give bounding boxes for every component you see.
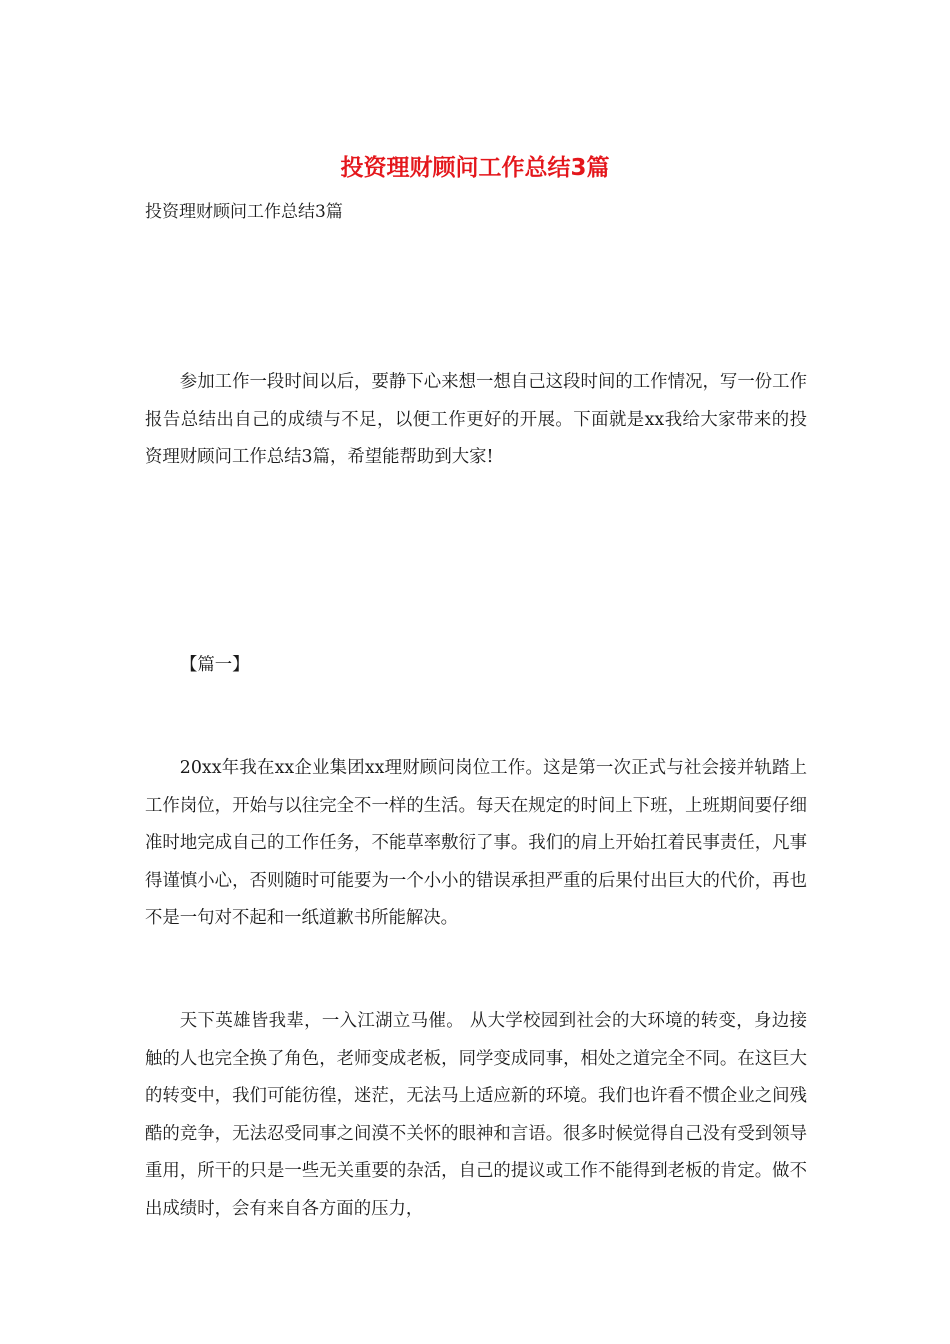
body-paragraph: 天下英雄皆我辈，一入江湖立马催。 从大学校园到社会的大环境的转变，身边接触的人也完全换了角色，老师变成老板，同学变成同事，相处之道完全不同。在这巨大的转变中，我们可能彷徨，迷茫，无法马上适应新的环境。我们也许看不惯企业之间残酷的竞争，无法忍受同事之间漠不关怀的眼神和言语。很多时候觉得自己没有受到领导重用，所干的只是一些无关重要的杂活，自己的提议或工作不能得到老板的肯定。做不出成绩时，会有来自各方面的压力， xyxy=(145,1011,807,1219)
document-title: 投资理财顾问工作总结3篇 xyxy=(340,155,610,181)
section-heading: 【篇一】 xyxy=(180,655,250,675)
intro-paragraph: 参加工作一段时间以后，要静下心来想一想自己这段时间的工作情况，写一份工作报告总结出自己的成绩与不足，以便工作更好的开展。下面就是xx我给大家带来的投资理财顾问工作总结3篇，希望能帮助到大家! xyxy=(145,372,807,468)
body-paragraph: 20xx年我在xx企业集团xx理财顾问岗位工作。这是第一次正式与社会接并轨踏上工作岗位，开始与以往完全不一样的生活。每天在规定的时间上下班，上班期间要仔细准时地完成自己的工作任务，不能草率敷衍了事。我们的肩上开始扛着民事责任，凡事得谨慎小心，否则随时可能要为一个小小的错误承担严重的后果付出巨大的代价，再也不是一句对不起和一纸道歉书所能解决。 xyxy=(145,758,807,929)
document-subtitle: 投资理财顾问工作总结3篇 xyxy=(145,202,343,222)
